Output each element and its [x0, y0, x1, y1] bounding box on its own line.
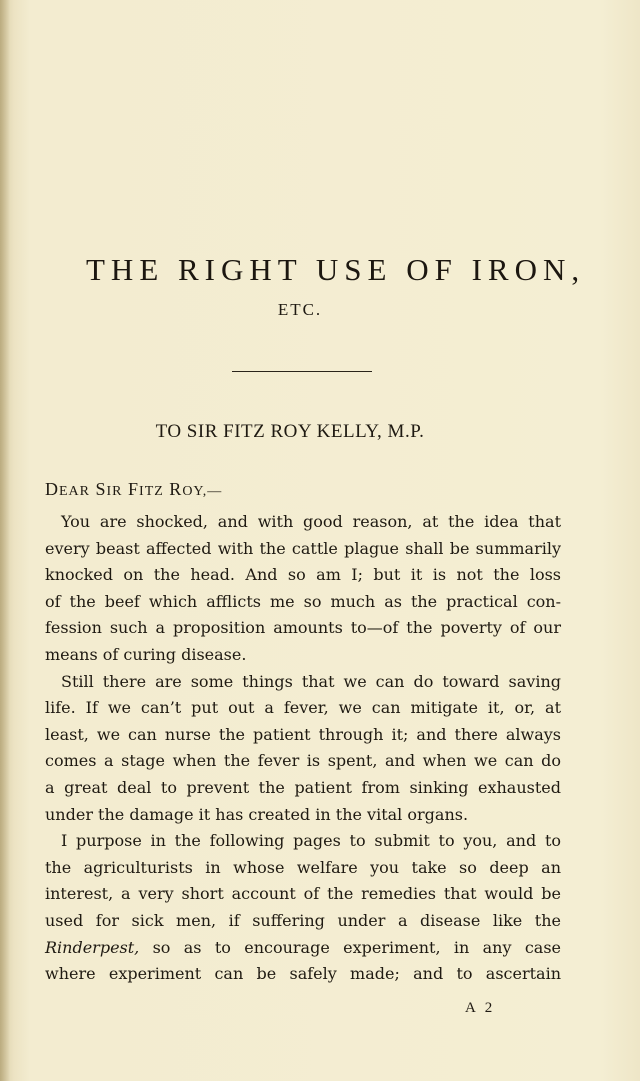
text-line: Still there are some things that we can do toward saving: [61, 671, 561, 691]
salutation-part: S: [95, 479, 107, 499]
gutter-shadow: [0, 0, 10, 1081]
letter-address: TO SIR FITZ ROY KELLY, M.P.: [155, 421, 425, 442]
text-line: of the beef which afflicts me so much as the practical con-: [45, 591, 561, 611]
page-title: THE RIGHT USE OF IRON,: [86, 252, 586, 287]
text-line: [45, 935, 561, 962]
text-line: where experiment can be safely made; and to ascertain: [45, 964, 561, 984]
text-line: life. If we can’t put out a fever, we can mitigate it, or, at: [45, 698, 561, 718]
text-line: comes a stage when the fever is spent, and when we can do: [45, 751, 561, 771]
page-subtitle: ETC.: [277, 300, 323, 319]
text-line: used for sick men, if suffering under a disease like the: [45, 910, 561, 930]
text-line: least, we can nurse the patient through it; and there always: [45, 724, 561, 744]
text-fragment: so as to encourage experiment, in any case: [139, 937, 561, 957]
salutation-part: R: [169, 479, 183, 499]
salutation-part: D: [45, 479, 59, 499]
signature-mark: A 2: [465, 1000, 496, 1016]
salutation-part: EAR: [59, 484, 90, 499]
text-line: a great deal to prevent the patient from sinking exhausted: [45, 777, 561, 797]
salutation-part: IR: [106, 484, 123, 499]
text-line: the agriculturists in whose welfare you take so deep an: [45, 857, 561, 877]
text-line: under the damage it has created in the vital organs.: [45, 804, 469, 824]
text-line: knocked on the head. And so am I; but it is not the loss: [45, 565, 561, 585]
letter-body: [45, 509, 561, 988]
text-line: every beast affected with the cattle plague shall be summarily: [45, 538, 561, 558]
text-line: interest, a very short account of the remedies that would be: [45, 884, 561, 904]
letter-salutation: [45, 479, 222, 500]
salutation-part: OY,—: [182, 484, 223, 499]
text-line: means of curing disease.: [45, 644, 247, 664]
divider-rule: [232, 371, 372, 372]
salutation-part: ITZ: [139, 484, 164, 499]
salutation-part: F: [128, 479, 140, 499]
text-line: You are shocked, and with good reason, at the idea that: [61, 512, 561, 531]
text-line: I purpose in the following pages to submit to you, and to: [61, 831, 561, 851]
italic-term: Rinderpest,: [45, 937, 140, 957]
text-line: fession such a proposition amounts to—of the poverty of our: [45, 618, 561, 638]
